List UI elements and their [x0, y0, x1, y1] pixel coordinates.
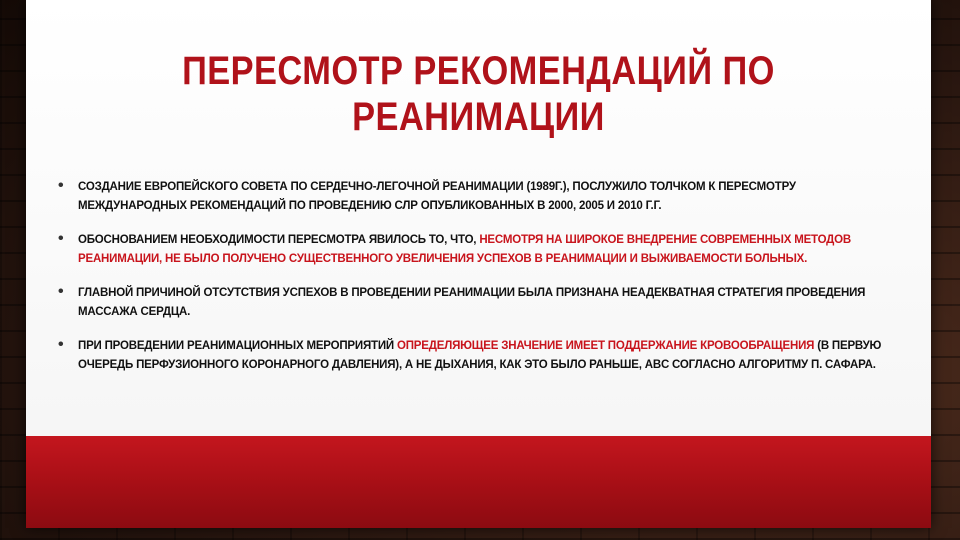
bullet-item-4 — [58, 337, 898, 375]
bullet-list — [58, 178, 898, 390]
slide-title-line1: ПЕРЕСМОТР РЕКОМЕНДАЦИЙ ПО — [182, 49, 775, 93]
slide-title — [89, 48, 867, 140]
bullet-highlight-text: НЕСМОТРЯ НА ШИРОКОЕ ВНЕДРЕНИЕ СОВРЕМЕННЫХ МЕТОДОВ РЕАНИМАЦИИ, НЕ БЫЛО ПОЛУЧЕНО СУЩЕСТВЕННОГО УВЕЛИЧЕНИЯ УСПЕХОВ В РЕАНИМАЦИИ И ВЫЖИВАЕМОСТИ БОЛЬНЫХ. — [78, 234, 852, 265]
bullet-dot-icon: • — [58, 283, 64, 300]
bullet-text: ГЛАВНОЙ ПРИЧИНОЙ ОТСУТСТВИЯ УСПЕХОВ В ПРОВЕДЕНИИ РЕАНИМАЦИИ БЫЛА ПРИЗНАНА НЕАДЕКВАТНАЯ СТРАТЕГИЯ ПРОВЕДЕНИЯ МАССАЖА СЕРДЦА. — [78, 287, 866, 318]
slide — [26, 0, 931, 528]
bullet-item-1 — [58, 178, 898, 216]
bullet-dot-icon: • — [58, 230, 64, 247]
bullet-item-2 — [58, 231, 898, 269]
bullet-dot-icon: • — [58, 177, 64, 194]
slide-title-line2: РЕАНИМАЦИИ — [352, 95, 605, 139]
bullet-text: СОЗДАНИЕ ЕВРОПЕЙСКОГО СОВЕТА ПО СЕРДЕЧНО-ЛЕГОЧНОЙ РЕАНИМАЦИИ (1989Г.), ПОСЛУЖИЛО ТОЛЧКОМ К ПЕРЕСМОТРУ МЕЖДУНАРОДНЫХ РЕКОМЕНДАЦИЙ ПО ПРОВЕДЕНИЮ СЛР ОПУБЛИКОВАННЫХ В 2000, 2005 И 2010 Г.Г. — [78, 181, 796, 212]
bullet-highlight-text: ОПРЕДЕЛЯЮЩЕЕ ЗНАЧЕНИЕ ИМЕЕТ ПОДДЕРЖАНИЕ КРОВООБРАЩЕНИЯ — [396, 340, 815, 352]
bullet-dot-icon: • — [58, 336, 64, 353]
bullet-text: ПРИ ПРОВЕДЕНИИ РЕАНИМАЦИОННЫХ МЕРОПРИЯТИЙ — [78, 340, 397, 352]
bullet-text-after: (В ПЕРВУЮ ОЧЕРЕДЬ ПЕРФУЗИОННОГО КОРОНАРНОГО ДАВЛЕНИЯ), А НЕ ДЫХАНИЯ, КАК ЭТО БЫЛО РАНЬШЕ, ABC СОГЛАСНО АЛГОРИТМУ П. САФАРА. — [78, 340, 882, 371]
bullet-item-3 — [58, 284, 898, 322]
bullet-text: ОБОСНОВАНИЕМ НЕОБХОДИМОСТИ ПЕРЕСМОТРА ЯВИЛОСЬ ТО, ЧТО, — [78, 234, 480, 246]
footer-red-band — [26, 436, 931, 528]
